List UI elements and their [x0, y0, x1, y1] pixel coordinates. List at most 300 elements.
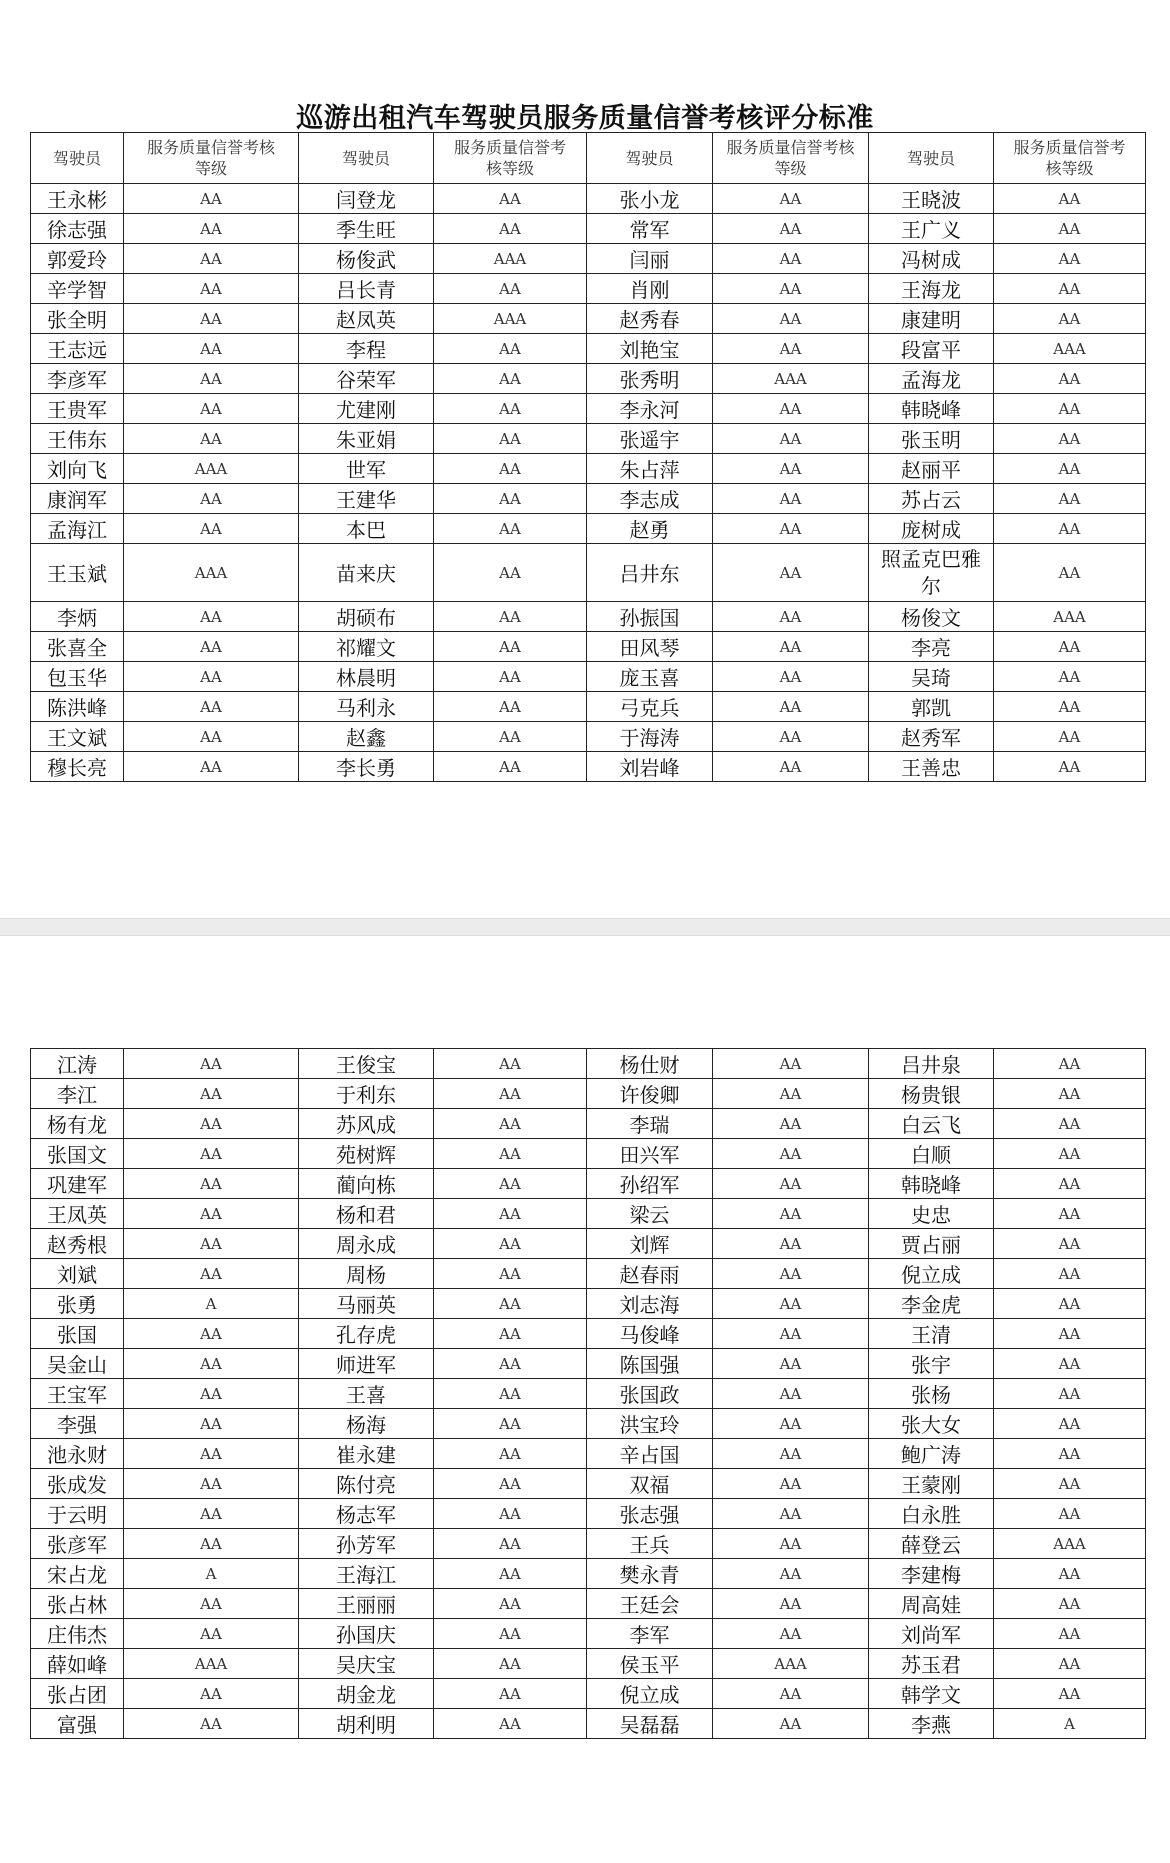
driver-name-cell: 刘岩峰: [587, 752, 713, 782]
driver-name-cell: 王凤英: [31, 1199, 124, 1229]
driver-name-cell: 赵勇: [587, 514, 713, 544]
driver-name-cell: 李炳: [31, 602, 124, 632]
rating-cell: AA: [124, 1589, 299, 1619]
driver-name-cell: 李长勇: [299, 752, 434, 782]
driver-name-cell: 苏玉君: [869, 1649, 994, 1679]
driver-name-cell: 庞树成: [869, 514, 994, 544]
rating-cell: AA: [994, 484, 1146, 514]
rating-cell: AA: [994, 1439, 1146, 1469]
driver-name-cell: 史忠: [869, 1199, 994, 1229]
driver-name-cell: 张彦军: [31, 1529, 124, 1559]
table-row: [31, 752, 1146, 782]
rating-cell: AA: [994, 1319, 1146, 1349]
rating-cell: AA: [994, 424, 1146, 454]
rating-cell: AA: [713, 1409, 869, 1439]
driver-name-cell: 胡硕布: [299, 602, 434, 632]
rating-cell: AA: [124, 1049, 299, 1079]
rating-cell: AA: [434, 722, 587, 752]
table-row: [31, 1259, 1146, 1289]
table-row: [31, 214, 1146, 244]
driver-name-cell: 刘尚军: [869, 1619, 994, 1649]
driver-name-cell: 薛如峰: [31, 1649, 124, 1679]
table-row: [31, 1139, 1146, 1169]
driver-name-cell: 田兴军: [587, 1139, 713, 1169]
table-row: [31, 244, 1146, 274]
driver-name-cell: 杨有龙: [31, 1109, 124, 1139]
rating-cell: AA: [124, 1709, 299, 1739]
driver-name-cell: 张遥宇: [587, 424, 713, 454]
rating-cell: AA: [713, 424, 869, 454]
driver-name-cell: 王兵: [587, 1529, 713, 1559]
rating-cell: AAA: [124, 544, 299, 602]
rating-cell: AA: [434, 514, 587, 544]
driver-name-cell: 富强: [31, 1709, 124, 1739]
rating-cell: AA: [434, 1469, 587, 1499]
driver-name-cell: 冯树成: [869, 244, 994, 274]
driver-name-cell: 巩建军: [31, 1169, 124, 1199]
driver-name-cell: 杨海: [299, 1409, 434, 1439]
rating-cell: AA: [124, 1079, 299, 1109]
rating-cell: AA: [124, 662, 299, 692]
driver-name-cell: 杨俊武: [299, 244, 434, 274]
driver-name-cell: 苏占云: [869, 484, 994, 514]
table-row: [31, 662, 1146, 692]
driver-name-cell: 季生旺: [299, 214, 434, 244]
rating-cell: AAA: [434, 304, 587, 334]
driver-name-cell: 孟海江: [31, 514, 124, 544]
rating-cell: AA: [713, 484, 869, 514]
rating-cell: AA: [124, 304, 299, 334]
rating-cell: AA: [994, 1619, 1146, 1649]
rating-cell: AA: [124, 1439, 299, 1469]
driver-name-cell: 胡金龙: [299, 1679, 434, 1709]
driver-name-cell: 崔永建: [299, 1439, 434, 1469]
driver-name-cell: 郭爱玲: [31, 244, 124, 274]
rating-cell: AA: [434, 1259, 587, 1289]
driver-name-cell: 赵鑫: [299, 722, 434, 752]
rating-cell: AA: [994, 214, 1146, 244]
driver-name-cell: 辛学智: [31, 274, 124, 304]
driver-name-cell: 孙国庆: [299, 1619, 434, 1649]
driver-name-cell: 梁云: [587, 1199, 713, 1229]
driver-name-cell: 世军: [299, 454, 434, 484]
rating-cell: AA: [713, 304, 869, 334]
rating-cell: AA: [994, 1559, 1146, 1589]
rating-cell: AA: [434, 1319, 587, 1349]
rating-cell: AA: [994, 1349, 1146, 1379]
rating-cell: AA: [994, 1139, 1146, 1169]
rating-cell: AA: [124, 1139, 299, 1169]
rating-cell: AA: [994, 304, 1146, 334]
driver-name-cell: 李军: [587, 1619, 713, 1649]
table-row: [31, 1439, 1146, 1469]
driver-name-cell: 常军: [587, 214, 713, 244]
driver-name-cell: 闫丽: [587, 244, 713, 274]
driver-name-cell: 王清: [869, 1319, 994, 1349]
driver-name-cell: 王俊宝: [299, 1049, 434, 1079]
driver-name-cell: 马利永: [299, 692, 434, 722]
rating-cell: AA: [713, 1319, 869, 1349]
driver-name-cell: 刘辉: [587, 1229, 713, 1259]
rating-cell: AA: [124, 364, 299, 394]
driver-name-cell: 赵秀军: [869, 722, 994, 752]
driver-name-cell: 吕井东: [587, 544, 713, 602]
driver-name-cell: 李志成: [587, 484, 713, 514]
driver-name-cell: 孙振国: [587, 602, 713, 632]
rating-cell: AA: [713, 1379, 869, 1409]
rating-cell: AA: [434, 1409, 587, 1439]
rating-cell: AA: [124, 214, 299, 244]
rating-cell: AA: [124, 632, 299, 662]
driver-name-cell: 吴庆宝: [299, 1649, 434, 1679]
rating-cell: AA: [434, 274, 587, 304]
rating-cell: AA: [713, 752, 869, 782]
driver-name-cell: 张成发: [31, 1469, 124, 1499]
driver-name-cell: 樊永青: [587, 1559, 713, 1589]
document-page-2: [0, 936, 1170, 1863]
driver-name-cell: 张小龙: [587, 184, 713, 214]
table-header-row: [31, 133, 1146, 184]
rating-cell: AAA: [124, 454, 299, 484]
driver-name-cell: 照孟克巴雅 尔: [869, 544, 994, 602]
rating-cell: AA: [994, 1589, 1146, 1619]
driver-name-cell: 李程: [299, 334, 434, 364]
driver-name-cell: 薛登云: [869, 1529, 994, 1559]
rating-cell: AA: [713, 1619, 869, 1649]
driver-name-cell: 林晨明: [299, 662, 434, 692]
table-row: [31, 1349, 1146, 1379]
table-row: [31, 454, 1146, 484]
driver-name-cell: 张喜全: [31, 632, 124, 662]
table-row: [31, 1199, 1146, 1229]
rating-cell: AA: [994, 1379, 1146, 1409]
rating-cell: AA: [994, 1199, 1146, 1229]
driver-name-cell: 刘志海: [587, 1289, 713, 1319]
driver-name-cell: 王广义: [869, 214, 994, 244]
driver-name-cell: 朱占萍: [587, 454, 713, 484]
rating-cell: AA: [434, 602, 587, 632]
table-row: [31, 1709, 1146, 1739]
driver-name-cell: 倪立成: [587, 1679, 713, 1709]
rating-cell: AA: [994, 544, 1146, 602]
driver-name-cell: 白永胜: [869, 1499, 994, 1529]
driver-name-cell: 陈付亮: [299, 1469, 434, 1499]
rating-cell: AA: [994, 1229, 1146, 1259]
driver-name-cell: 杨和君: [299, 1199, 434, 1229]
table-row: [31, 424, 1146, 454]
driver-name-cell: 于海涛: [587, 722, 713, 752]
driver-name-cell: 师进军: [299, 1349, 434, 1379]
driver-name-cell: 贾占丽: [869, 1229, 994, 1259]
driver-name-cell: 张杨: [869, 1379, 994, 1409]
rating-cell: AA: [434, 454, 587, 484]
rating-cell: AA: [124, 692, 299, 722]
driver-name-cell: 侯玉平: [587, 1649, 713, 1679]
rating-cell: AA: [434, 1049, 587, 1079]
table-row: [31, 1679, 1146, 1709]
driver-name-cell: 王玉斌: [31, 544, 124, 602]
driver-name-cell: 倪立成: [869, 1259, 994, 1289]
driver-name-cell: 李永河: [587, 394, 713, 424]
driver-name-cell: 马俊峰: [587, 1319, 713, 1349]
rating-cell: AA: [434, 184, 587, 214]
rating-cell: AA: [994, 1649, 1146, 1679]
ratings-table-page-2: [30, 1048, 1146, 1739]
rating-cell: AA: [713, 454, 869, 484]
table-row: [31, 334, 1146, 364]
table-row: [31, 1379, 1146, 1409]
rating-cell: AA: [713, 662, 869, 692]
rating-cell: AA: [124, 1259, 299, 1289]
rating-cell: AA: [434, 214, 587, 244]
table-row: [31, 394, 1146, 424]
driver-name-cell: 张志强: [587, 1499, 713, 1529]
driver-name-cell: 张占林: [31, 1589, 124, 1619]
rating-cell: AAA: [994, 602, 1146, 632]
driver-name-cell: 周永成: [299, 1229, 434, 1259]
rating-cell: AA: [713, 1259, 869, 1289]
table-row: [31, 1409, 1146, 1439]
driver-name-cell: 鲍广涛: [869, 1439, 994, 1469]
driver-name-cell: 弓克兵: [587, 692, 713, 722]
rating-cell: AA: [434, 1379, 587, 1409]
driver-name-cell: 孔存虎: [299, 1319, 434, 1349]
rating-cell: AA: [434, 1529, 587, 1559]
driver-name-cell: 苏风成: [299, 1109, 434, 1139]
driver-name-cell: 洪宝玲: [587, 1409, 713, 1439]
driver-name-cell: 祁耀文: [299, 632, 434, 662]
rating-cell: AA: [434, 1559, 587, 1589]
table-row: [31, 602, 1146, 632]
driver-name-cell: 张国: [31, 1319, 124, 1349]
driver-name-cell: 本巴: [299, 514, 434, 544]
rating-cell: AA: [124, 1469, 299, 1499]
driver-name-cell: 张全明: [31, 304, 124, 334]
rating-cell: AA: [713, 274, 869, 304]
driver-name-cell: 康润军: [31, 484, 124, 514]
rating-cell: A: [994, 1709, 1146, 1739]
rating-cell: AA: [713, 394, 869, 424]
table-row: [31, 304, 1146, 334]
rating-cell: AA: [434, 662, 587, 692]
header-rating: 服务质量信誉考 核等级: [994, 133, 1146, 184]
driver-name-cell: 周高娃: [869, 1589, 994, 1619]
driver-name-cell: 张宇: [869, 1349, 994, 1379]
rating-cell: AA: [124, 514, 299, 544]
rating-cell: AA: [434, 1679, 587, 1709]
driver-name-cell: 吴磊磊: [587, 1709, 713, 1739]
rating-cell: AA: [124, 1169, 299, 1199]
rating-cell: AA: [434, 692, 587, 722]
document-title: 巡游出租汽车驾驶员服务质量信誉考核评分标准: [296, 103, 874, 134]
rating-cell: AA: [994, 1469, 1146, 1499]
table-row: [31, 1079, 1146, 1109]
rating-cell: AA: [713, 632, 869, 662]
rating-cell: AA: [713, 1439, 869, 1469]
rating-cell: AA: [124, 722, 299, 752]
rating-cell: AA: [124, 752, 299, 782]
rating-cell: AA: [434, 334, 587, 364]
table-row: [31, 1529, 1146, 1559]
driver-name-cell: 李建梅: [869, 1559, 994, 1589]
rating-cell: AA: [713, 1079, 869, 1109]
rating-cell: AA: [434, 1139, 587, 1169]
driver-name-cell: 周杨: [299, 1259, 434, 1289]
rating-cell: AA: [434, 1619, 587, 1649]
rating-cell: AA: [994, 1499, 1146, 1529]
rating-cell: AA: [434, 1169, 587, 1199]
rating-cell: AA: [434, 632, 587, 662]
driver-name-cell: 孟海龙: [869, 364, 994, 394]
driver-name-cell: 包玉华: [31, 662, 124, 692]
table-row: [31, 1049, 1146, 1079]
driver-name-cell: 陈洪峰: [31, 692, 124, 722]
rating-cell: AA: [994, 722, 1146, 752]
driver-name-cell: 朱亚娟: [299, 424, 434, 454]
driver-name-cell: 庞玉喜: [587, 662, 713, 692]
rating-cell: AA: [434, 544, 587, 602]
rating-cell: AA: [124, 184, 299, 214]
rating-cell: AA: [124, 1319, 299, 1349]
driver-name-cell: 赵秀春: [587, 304, 713, 334]
driver-name-cell: 赵丽平: [869, 454, 994, 484]
driver-name-cell: 王伟东: [31, 424, 124, 454]
driver-name-cell: 王蒙刚: [869, 1469, 994, 1499]
rating-cell: AA: [124, 334, 299, 364]
driver-name-cell: 刘艳宝: [587, 334, 713, 364]
table-row: [31, 514, 1146, 544]
rating-cell: AA: [434, 752, 587, 782]
rating-cell: AA: [713, 1049, 869, 1079]
rating-cell: AA: [713, 214, 869, 244]
rating-cell: AA: [713, 514, 869, 544]
driver-name-cell: 辛占国: [587, 1439, 713, 1469]
rating-cell: AA: [994, 1169, 1146, 1199]
rating-cell: AA: [994, 1679, 1146, 1709]
rating-cell: AA: [713, 1679, 869, 1709]
driver-name-cell: 张勇: [31, 1289, 124, 1319]
rating-cell: AAA: [124, 1649, 299, 1679]
rating-cell: AA: [994, 1289, 1146, 1319]
driver-name-cell: 宋占龙: [31, 1559, 124, 1589]
driver-name-cell: 吴金山: [31, 1349, 124, 1379]
rating-cell: AA: [713, 1199, 869, 1229]
rating-cell: AA: [713, 1709, 869, 1739]
rating-cell: AA: [713, 184, 869, 214]
driver-name-cell: 李金虎: [869, 1289, 994, 1319]
rating-cell: AA: [713, 1529, 869, 1559]
rating-cell: AA: [434, 484, 587, 514]
driver-name-cell: 王善忠: [869, 752, 994, 782]
table-row: [31, 1469, 1146, 1499]
driver-name-cell: 孙芳军: [299, 1529, 434, 1559]
rating-cell: AA: [994, 274, 1146, 304]
rating-cell: AA: [434, 1589, 587, 1619]
rating-cell: AA: [124, 1499, 299, 1529]
rating-cell: AA: [994, 394, 1146, 424]
driver-name-cell: 于云明: [31, 1499, 124, 1529]
driver-name-cell: 吕长青: [299, 274, 434, 304]
rating-cell: AA: [124, 1409, 299, 1439]
rating-cell: AA: [713, 1169, 869, 1199]
driver-name-cell: 王廷会: [587, 1589, 713, 1619]
rating-cell: AA: [124, 1679, 299, 1709]
driver-name-cell: 赵凤英: [299, 304, 434, 334]
driver-name-cell: 刘斌: [31, 1259, 124, 1289]
rating-cell: AA: [713, 334, 869, 364]
rating-cell: AA: [713, 1229, 869, 1259]
driver-name-cell: 许俊卿: [587, 1079, 713, 1109]
rating-cell: AA: [994, 244, 1146, 274]
table-row: [31, 1169, 1146, 1199]
table-row: [31, 1319, 1146, 1349]
rating-cell: AA: [713, 692, 869, 722]
rating-cell: AA: [124, 394, 299, 424]
rating-cell: AA: [994, 184, 1146, 214]
driver-name-cell: 王建华: [299, 484, 434, 514]
table-row: [31, 1649, 1146, 1679]
driver-name-cell: 张玉明: [869, 424, 994, 454]
rating-cell: AA: [994, 364, 1146, 394]
driver-name-cell: 闫登龙: [299, 184, 434, 214]
driver-name-cell: 王文斌: [31, 722, 124, 752]
driver-name-cell: 李燕: [869, 1709, 994, 1739]
rating-cell: AA: [434, 394, 587, 424]
rating-cell: AA: [434, 1499, 587, 1529]
rating-cell: AA: [124, 602, 299, 632]
driver-name-cell: 李彦军: [31, 364, 124, 394]
driver-name-cell: 江涛: [31, 1049, 124, 1079]
rating-cell: AA: [994, 692, 1146, 722]
rating-cell: AA: [434, 1289, 587, 1319]
rating-cell: AA: [124, 424, 299, 454]
rating-cell: AA: [994, 1259, 1146, 1289]
rating-cell: AA: [713, 544, 869, 602]
header-driver: 驾驶员: [587, 133, 713, 184]
driver-name-cell: 徐志强: [31, 214, 124, 244]
rating-cell: A: [124, 1289, 299, 1319]
rating-cell: AAA: [994, 334, 1146, 364]
driver-name-cell: 蔺向栋: [299, 1169, 434, 1199]
driver-name-cell: 陈国强: [587, 1349, 713, 1379]
header-driver: 驾驶员: [299, 133, 434, 184]
driver-name-cell: 张占团: [31, 1679, 124, 1709]
driver-name-cell: 田风琴: [587, 632, 713, 662]
driver-name-cell: 杨志军: [299, 1499, 434, 1529]
rating-cell: AA: [994, 1409, 1146, 1439]
rating-cell: AA: [994, 1109, 1146, 1139]
rating-cell: AA: [434, 1649, 587, 1679]
rating-cell: AA: [713, 1469, 869, 1499]
driver-name-cell: 段富平: [869, 334, 994, 364]
rating-cell: AA: [713, 1139, 869, 1169]
driver-name-cell: 尤建刚: [299, 394, 434, 424]
table-row: [31, 1559, 1146, 1589]
driver-name-cell: 韩晓峰: [869, 1169, 994, 1199]
driver-name-cell: 康建明: [869, 304, 994, 334]
table-row: [31, 1619, 1146, 1649]
rating-cell: AA: [994, 1049, 1146, 1079]
driver-name-cell: 杨仕财: [587, 1049, 713, 1079]
driver-name-cell: 吕井泉: [869, 1049, 994, 1079]
rating-cell: AA: [434, 364, 587, 394]
driver-name-cell: 双福: [587, 1469, 713, 1499]
rating-cell: AAA: [434, 244, 587, 274]
driver-name-cell: 郭凯: [869, 692, 994, 722]
rating-cell: AA: [124, 1109, 299, 1139]
rating-cell: AA: [434, 1439, 587, 1469]
rating-cell: AA: [434, 1349, 587, 1379]
